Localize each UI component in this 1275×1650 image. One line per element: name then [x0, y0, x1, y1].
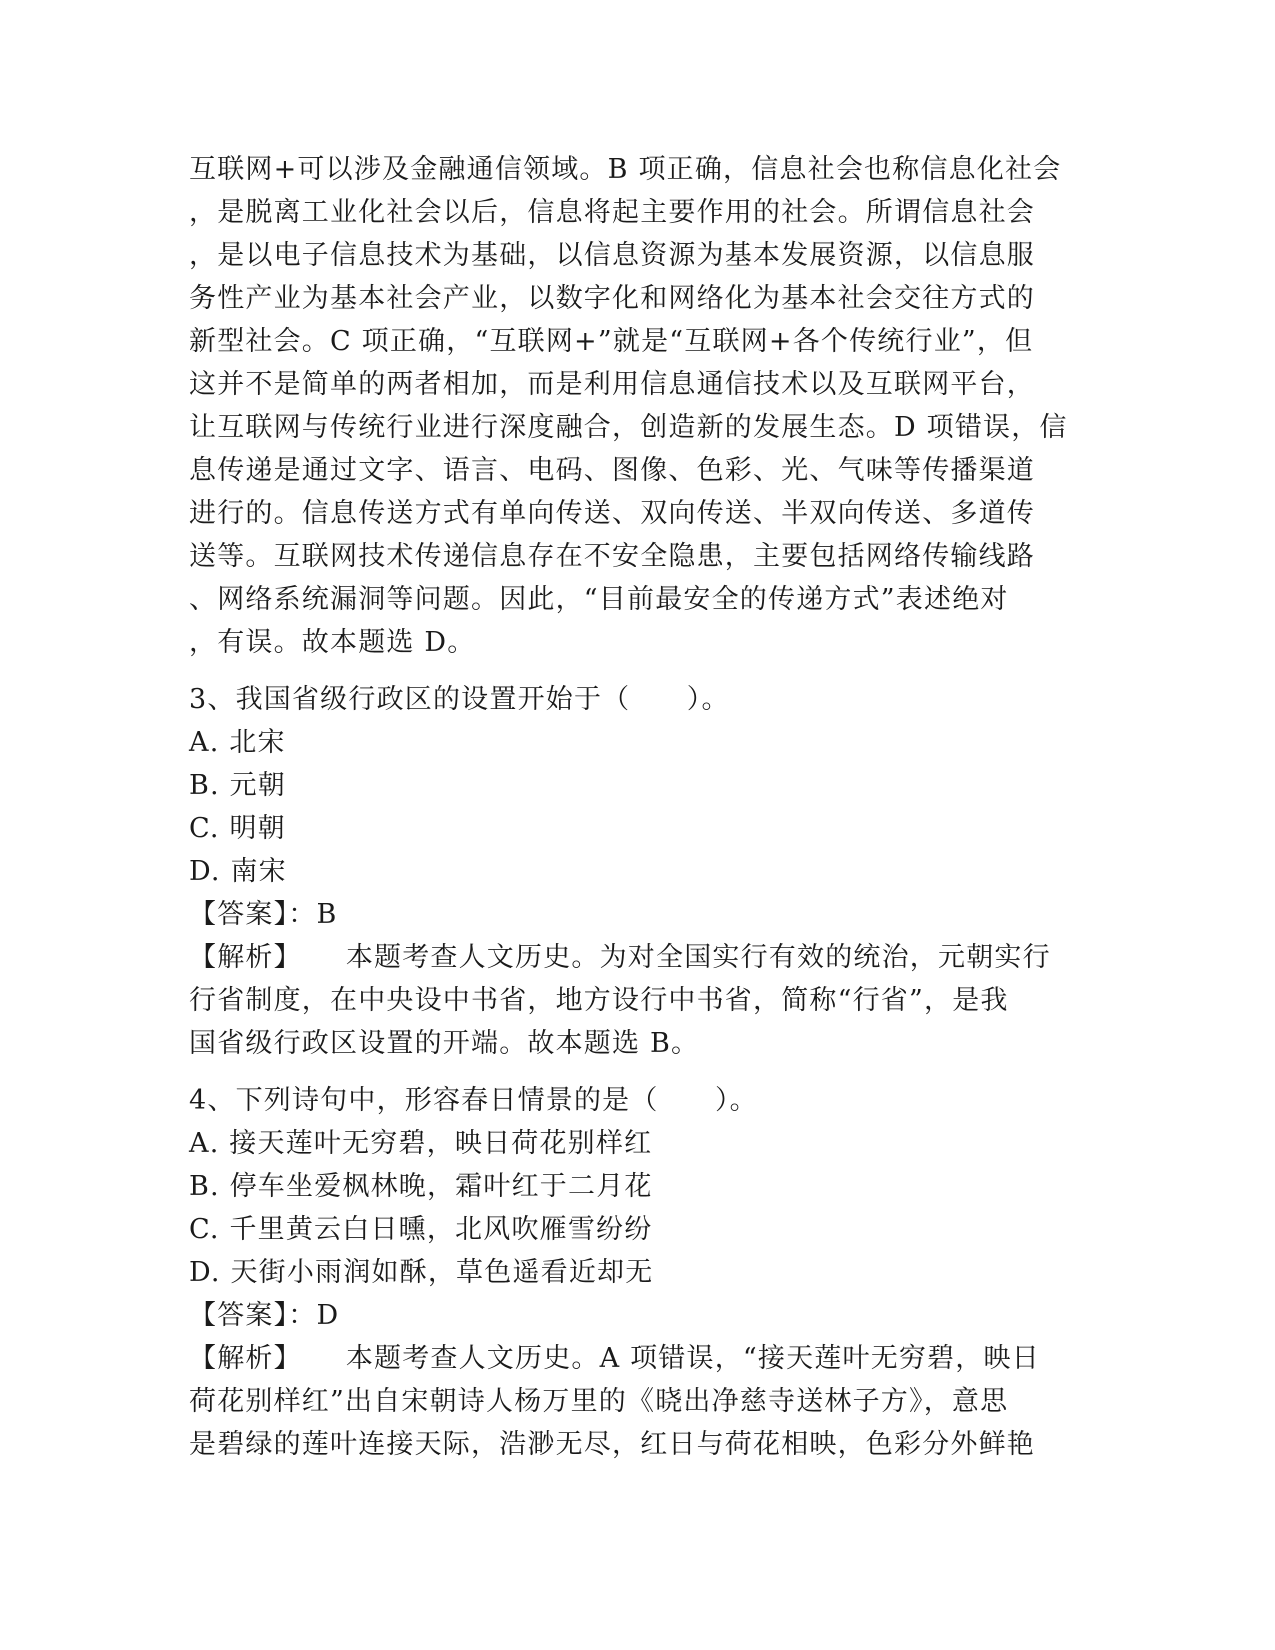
- text-line: 进行的。信息传送方式有单向传送、双向传送、半双向传送、多道传: [189, 498, 1035, 529]
- previous-explanation: [189, 148, 1089, 664]
- text-line: 、网络系统漏洞等问题。因此，“目前最安全的传递方式”表述绝对: [189, 584, 1009, 615]
- analysis-line: 国省级行政区设置的开端。故本题选 B。: [189, 1028, 700, 1059]
- text-line: 这并不是简单的两者相加，而是利用信息通信技术以及互联网平台，: [189, 369, 1035, 400]
- document-page: [189, 148, 1089, 1466]
- text-line: ，是以电子信息技术为基础，以信息资源为基本发展资源，以信息服: [189, 240, 1035, 271]
- question-text: 4、下列诗句中，形容春日情景的是（ ）。: [189, 1085, 758, 1116]
- text-line: 互联网+可以涉及金融通信领域。B 项正确，信息社会也称信息化社会: [189, 154, 1062, 185]
- option-c: C. 明朝: [189, 813, 286, 844]
- spacer: [189, 1065, 1089, 1079]
- spacer: [189, 664, 1089, 678]
- option-a: A. 北宋: [189, 727, 286, 758]
- analysis-label: 【解析】: [189, 942, 302, 973]
- text-line: 新型社会。C 项正确，“互联网+”就是“互联网+各个传统行业”，但: [189, 326, 1034, 357]
- question-4: [189, 1079, 1089, 1466]
- question-text: 3、我国省级行政区的设置开始于（ ）。: [189, 684, 730, 715]
- text-line: 让互联网与传统行业进行深度融合，创造新的发展生态。D 项错误，信: [189, 412, 1068, 443]
- option-d: D. 天街小雨润如酥，草色遥看近却无: [189, 1257, 654, 1288]
- analysis-line: [189, 936, 1089, 979]
- answer-line: 【答案】：D: [189, 1300, 340, 1331]
- text-line: 送等。互联网技术传递信息存在不安全隐患，主要包括网络传输线路: [189, 541, 1035, 572]
- analysis-line: [189, 1337, 1089, 1380]
- text-line: ，有误。故本题选 D。: [189, 627, 476, 658]
- question-3: [189, 678, 1089, 1065]
- analysis-text: 本题考查人文历史。为对全国实行有效的统治，元朝实行: [345, 942, 1051, 973]
- option-a: A. 接天莲叶无穷碧，映日荷花别样红: [189, 1128, 653, 1159]
- text-line: 息传递是通过文字、语言、电码、图像、色彩、光、气味等传播渠道: [189, 455, 1035, 486]
- option-c: C. 千里黄云白日曛，北风吹雁雪纷纷: [189, 1214, 653, 1245]
- answer-line: 【答案】：B: [189, 899, 338, 930]
- analysis-text: 本题考查人文历史。A 项错误，“接天莲叶无穷碧，映日: [345, 1343, 1040, 1374]
- analysis-line: 行省制度，在中央设中书省，地方设行中书省，简称“行省”，是我: [189, 985, 1009, 1016]
- text-line: 务性产业为基本社会产业，以数字化和网络化为基本社会交往方式的: [189, 283, 1035, 314]
- analysis-line: 荷花别样红”出自宋朝诗人杨万里的《晓出净慈寺送林子方》，意思: [189, 1386, 1009, 1417]
- option-b: B. 停车坐爱枫林晚，霜叶红于二月花: [189, 1171, 653, 1202]
- text-line: ，是脱离工业化社会以后，信息将起主要作用的社会。所谓信息社会: [189, 197, 1035, 228]
- analysis-label: 【解析】: [189, 1343, 302, 1374]
- analysis-line: 是碧绿的莲叶连接天际，浩渺无尽，红日与荷花相映，色彩分外鲜艳: [189, 1429, 1035, 1460]
- option-b: B. 元朝: [189, 770, 287, 801]
- option-d: D. 南宋: [189, 856, 287, 887]
